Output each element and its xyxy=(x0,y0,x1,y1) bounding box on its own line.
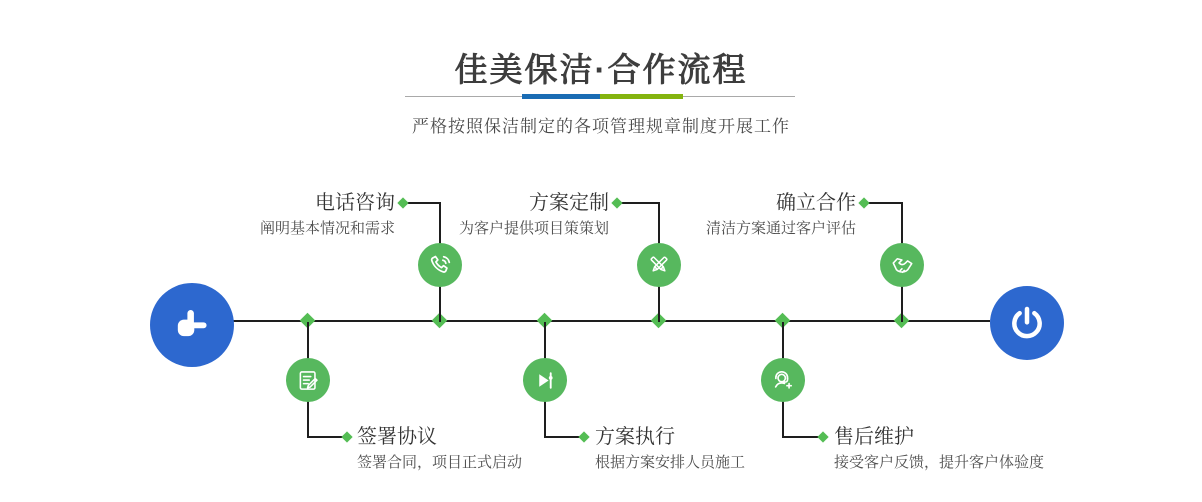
label-diamond xyxy=(578,431,589,442)
step-desc: 为客户提供项目策策划 xyxy=(458,220,609,237)
label-diamond xyxy=(397,197,408,208)
power-icon xyxy=(1007,303,1047,343)
contract-edit-icon xyxy=(296,368,321,393)
title-divider-green-segment xyxy=(600,94,683,99)
step-name: 电话咨询 xyxy=(315,192,395,214)
start-node xyxy=(150,283,234,367)
step-desc: 根据方案安排人员施工 xyxy=(595,454,746,471)
label-diamond xyxy=(858,197,869,208)
title-divider-blue-segment xyxy=(522,94,600,99)
step-label-establish-coop xyxy=(706,191,856,239)
end-node xyxy=(990,286,1064,360)
phone-icon xyxy=(427,252,453,278)
handshake-icon xyxy=(889,252,916,279)
timeline xyxy=(233,320,990,322)
step-node-plan xyxy=(637,243,681,287)
connector-line xyxy=(544,436,580,438)
step-desc: 接受客户反馈，提升客户体验度 xyxy=(834,454,1045,471)
step-name: 签署协议 xyxy=(357,426,437,448)
connector-line xyxy=(782,436,819,438)
step-node-cooperation xyxy=(880,243,924,287)
page-title: 佳美保洁·合作流程 xyxy=(454,51,748,88)
connector-line xyxy=(407,202,440,204)
label-diamond xyxy=(341,431,352,442)
connector-line xyxy=(621,202,659,204)
connector-line xyxy=(307,436,343,438)
connector-line xyxy=(868,202,902,204)
step-label-after-sales xyxy=(834,425,1044,473)
step-label-plan-custom xyxy=(459,191,609,239)
support-headset-icon xyxy=(770,367,796,393)
play-slider-icon xyxy=(533,368,558,393)
crossed-pencils-icon xyxy=(646,252,672,278)
step-name: 方案定制 xyxy=(529,192,609,214)
step-label-sign-agreement xyxy=(357,425,522,473)
step-desc: 阐明基本情况和需求 xyxy=(259,220,395,237)
hand-point-icon xyxy=(169,302,215,348)
step-desc: 签署合同，项目正式启动 xyxy=(357,454,523,471)
step-node-aftersale xyxy=(761,358,805,402)
step-desc: 清洁方案通过客户评估 xyxy=(705,220,856,237)
step-label-plan-execution xyxy=(595,425,745,473)
step-node-sign xyxy=(286,358,330,402)
label-diamond xyxy=(817,431,828,442)
step-node-phone xyxy=(418,243,462,287)
step-node-execute xyxy=(523,358,567,402)
step-label-phone-consult xyxy=(260,191,395,239)
step-name: 方案执行 xyxy=(595,426,675,448)
page-subtitle: 严格按照保洁制定的各项管理规章制度开展工作 xyxy=(412,117,790,136)
step-name: 确立合作 xyxy=(776,192,856,214)
step-name: 售后维护 xyxy=(834,426,914,448)
label-diamond xyxy=(611,197,622,208)
